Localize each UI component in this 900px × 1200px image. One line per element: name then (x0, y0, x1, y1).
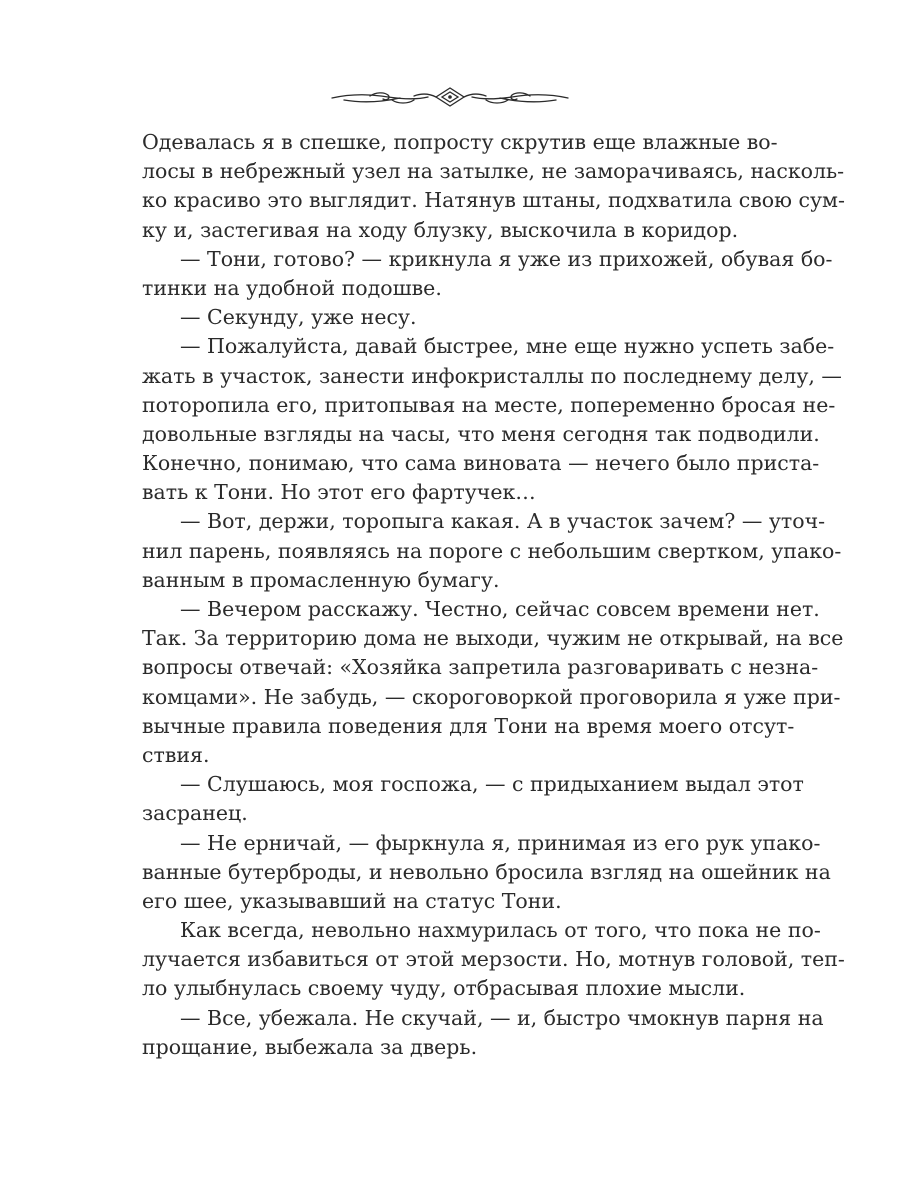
text-line: — Пожалуйста, давай быстрее, мне еще нужно успеть забе- (180, 334, 835, 359)
text-line: Так. За территорию дома не выходи, чужим не открывай, на все (142, 626, 844, 651)
text-line: — Вот, держи, торопыга какая. А в участок зачем? — уточ- (180, 509, 826, 534)
text-line: ку и, застегивая на ходу блузку, выскочила в коридор. (142, 217, 739, 242)
text-line: Одевалась я в спешке, попросту скрутив еще влажные во- (142, 130, 778, 154)
text-line: поторопила его, притопывая на месте, попеременно бросая не- (142, 392, 836, 417)
text-line: довольные взгляды на часы, что меня сегодня так подводили. (142, 421, 820, 446)
text-line: его шее, указывавший на статус Тони. (142, 888, 562, 913)
text-line: ванные бутерброды, и невольно бросила взгляд на ошейник на (142, 859, 831, 884)
text-line: Конечно, понимаю, что сама виновата — нечего было пристa- (142, 451, 820, 476)
text-line: — Не ерничай, — фыркнула я, принимая из его рук упако- (180, 830, 821, 855)
text-line: ванным в промасленную бумагу. (142, 567, 500, 592)
text-line: засранец. (142, 801, 248, 826)
text-line: вопросы отвечай: «Хозяйка запретила разговаривать с незна- (142, 655, 819, 680)
text-line: вать к Тони. Но этот его фартучек… (142, 480, 536, 505)
text-line: вычные правила поведения для Тони на время моего отсут- (142, 713, 795, 738)
ornamental-divider-icon (330, 85, 570, 109)
text-line: комцами». Не забудь, — скороговоркой проговорила я уже при- (142, 684, 841, 709)
text-line: лучается избавиться от этой мерзости. Но, мотнув головой, теп- (142, 947, 845, 972)
text-line: ствия. (142, 742, 210, 767)
text-line: жать в участок, занести инфокристаллы по последнему делу, — (142, 363, 842, 388)
text-line: нил парень, появляясь на пороге с небольшим свертком, упако- (142, 538, 842, 563)
text-line: прощание, выбежала за дверь. (142, 1034, 478, 1059)
text-line: тинки на удобной подошве. (142, 275, 442, 300)
text-line: лосы в небрежный узел на затылке, не заморачиваясь, насколь- (142, 159, 845, 184)
text-line: ло улыбнулась своему чуду, отбрасывая плохие мысли. (142, 976, 746, 1001)
text-line: — Вечером расскажу. Честно, сейчас совсем времени нет. (180, 597, 820, 621)
text-line: — Все, убежала. Не скучай, — и, быстро чмокнув парня на (180, 1005, 824, 1030)
text-line: ко красиво это выглядит. Натянув штаны, подхватила свою сум- (142, 188, 845, 213)
body-text (142, 128, 845, 1062)
text-line: — Тони, готово? — крикнула я уже из прихожей, обувая бо- (180, 246, 833, 271)
text-line: — Слушаюсь, моя госпожа, — с придыханием выдал этот (180, 772, 804, 797)
text-line: Как всегда, невольно нахмурилась от того, что пока не по- (180, 918, 821, 943)
text-line: — Секунду, уже несу. (180, 305, 417, 330)
